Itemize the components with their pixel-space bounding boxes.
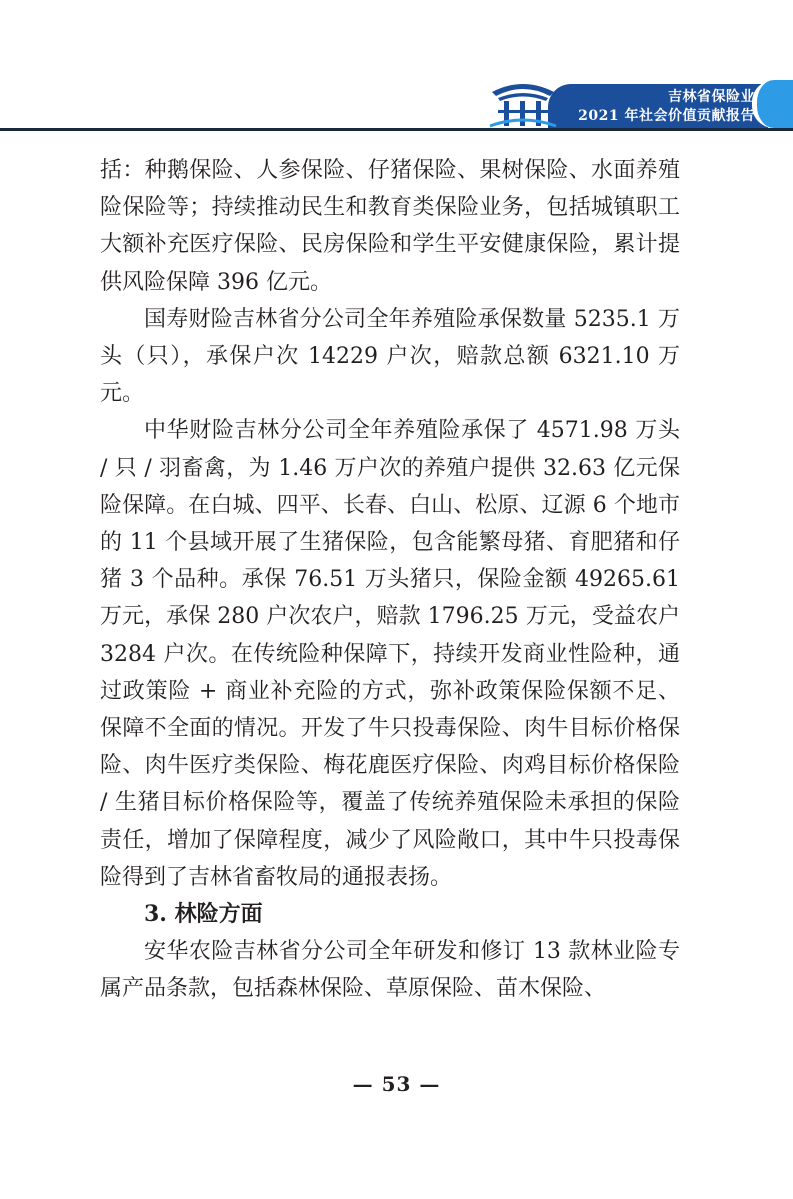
header-title-line1: 吉林省保险业 [668,89,755,105]
body-paragraph-3: 中华财险吉林分公司全年养殖险承保了 4571.98 万头 / 只 / 羽畜禽，为 1.46 万户次的养殖户提供 32.63 亿元保险保障。在白城、四平、长春、白山、松原、辽源 6 个地市的 11 个县域开展了生猪保险，包含能繁母猪、育肥猪和仔猪 3 个品种。承保 76.51 万头猪只，保险金额 49265.61 万元，承保 280 户次农户，赔款 1796.25 万元，受益农户 3284 户次。在传统险种保障下，持续开发商业性险种，通过政策险 + 商业补充险的方式，弥补政策保险保额不足、保障不全面的情况。开发了牛只投毒保险、肉牛目标价格保险、肉牛医疗类保险、梅花鹿医疗保险、肉鸡目标价格保险 / 生猪目标价格保险等，覆盖了传统养殖保险未承担的保险责任，增加了保障程度，减少了风险敞口，其中牛只投毒保险得到了吉林省畜牧局的通报表扬。 [100,418,680,890]
body-paragraph-1: 括：种鹅保险、人参保险、仔猪保险、果树保险、水面养殖险保险等；持续推动民生和教育类保险业务，包括城镇职工大额补充医疗保险、民房保险和学生平安健康保险，累计提供风险保障 396 亿元。 [100,158,680,295]
body-paragraph-4: 安华农险吉林省分公司全年研发和修订 13 款林业险专属产品条款，包括森林保险、草原保险、苗木保险、 [100,939,680,1002]
page-body [100,152,680,1008]
header-rule [0,128,793,131]
header-tab [752,80,793,128]
body-paragraph-2: 国寿财险吉林省分公司全年养殖险承保数量 5235.1 万头（只），承保户次 14229 户次，赔款总额 6321.10 万元。 [100,306,680,407]
page-number: — 53 — [352,1072,441,1096]
building-gate-icon [488,74,558,130]
page-header [0,0,793,140]
header-title [578,88,755,126]
header-title-line2: 2021 年社会价值贡献报告 [578,108,755,124]
section-heading: 3. 林险方面 [144,901,263,928]
